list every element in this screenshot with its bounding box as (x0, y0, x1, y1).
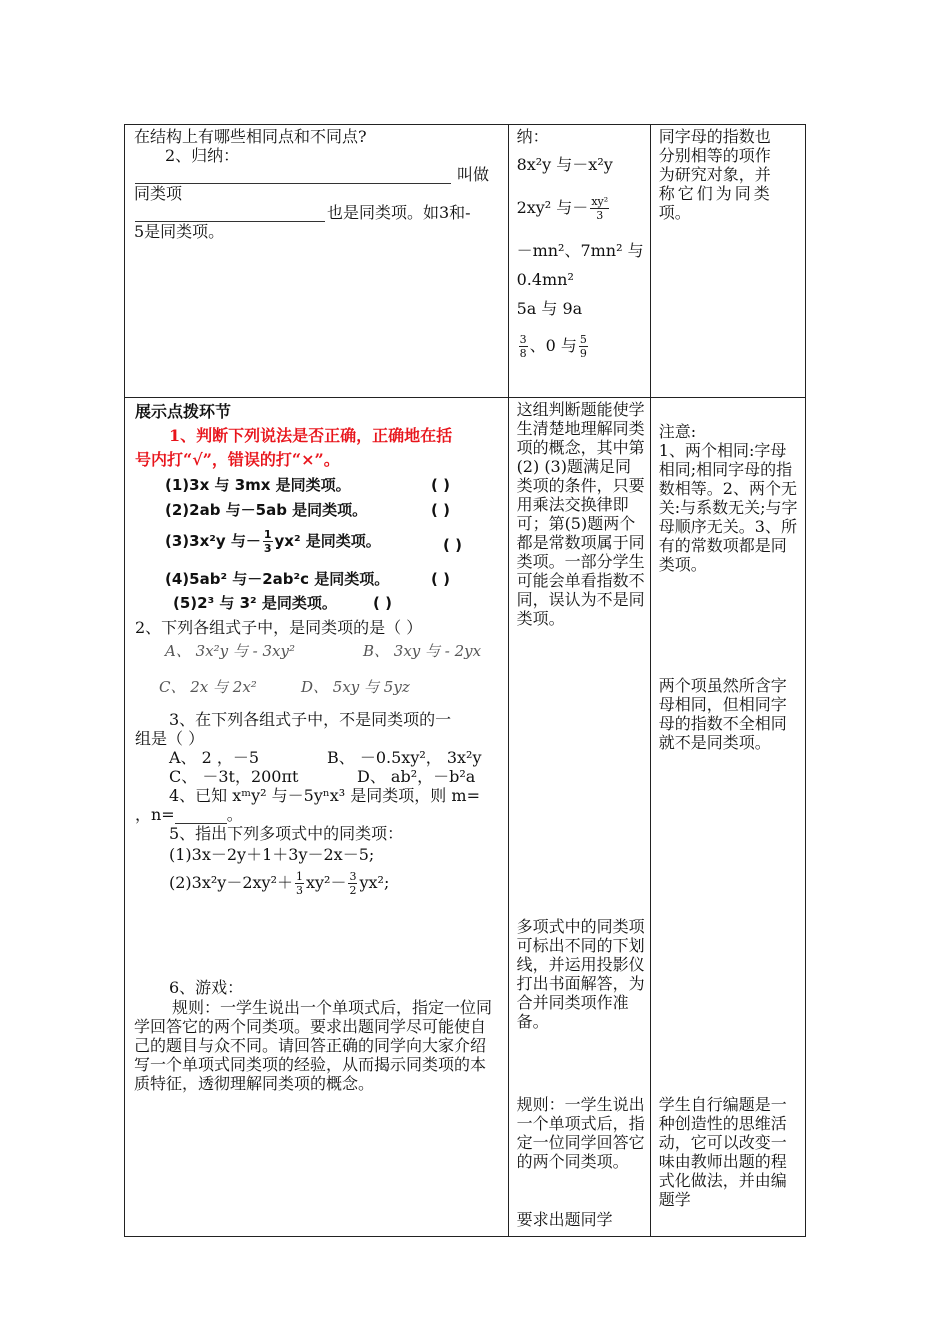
text-line: 同类项 (134, 184, 183, 203)
row1-middle-cell (508, 125, 650, 398)
question-4-line (135, 805, 243, 824)
note-paragraph: 规则：一学生说出一个单项式后，指定一位同学回答它的两个同类项。 (516, 1095, 645, 1171)
denominator: 2 (349, 884, 357, 897)
text-line: 纳： (516, 127, 549, 146)
question-5: 5、指出下列多项式中的同类项： (169, 824, 404, 843)
row1-left-cell (125, 125, 509, 398)
option: C、 2x 与 2x² (159, 678, 257, 696)
option: C、 －3t，200πt (169, 767, 299, 786)
blank-line (135, 203, 325, 222)
text-line: 5是同类项。 (134, 222, 225, 241)
table-row (125, 398, 806, 1237)
option: B、 －0.5xy²， 3x²y (327, 748, 482, 767)
question-1-line: 号内打“√”，错误的打“×”。 (135, 450, 340, 469)
option: A、 2 ，－5 (169, 748, 260, 767)
numerator: 1 (295, 870, 303, 883)
example-line: 5a 与 9a (516, 299, 583, 318)
question-4-line: 4、已知 xᵐy² 与－5yⁿx³ 是同类项，则 m= (169, 786, 480, 805)
text-line: 同字母的指数也 (658, 127, 771, 146)
polynomial-text: (2)3x²y－2xy²＋ (169, 873, 293, 892)
text-line: 也是同类项。如3和- (327, 203, 471, 222)
note-title: 注意: (658, 422, 697, 441)
text-line: 分别相等的项作 (658, 146, 771, 165)
option: D、 5xy 与 5yz (301, 678, 410, 696)
rules-paragraph: 规则：一学生说出一个单项式后，指定一位同学回答它的两个同类项。要求出题同学尽可能使自己的题目与众不同。请回答正确的同学向大家介绍写一个单项式同类项的经验，从而揭示同类项的本质特征，透彻理解同类项的概念。 (134, 998, 493, 1093)
denominator: 9 (579, 347, 587, 360)
statement (165, 528, 381, 555)
question-2: 2、下列各组式子中，是同类项的是（ ） (135, 618, 423, 637)
statement-text: (3)3x²y 与－ (165, 532, 261, 550)
row2-left-cell (125, 398, 509, 1237)
fraction (590, 195, 609, 222)
example-text: 2xy² 与－ (516, 198, 589, 217)
row2-right-cell (650, 398, 805, 1237)
text-line: 项。 (658, 203, 691, 222)
denominator: 3 (263, 542, 272, 555)
answer-blank (175, 809, 227, 824)
polynomial (169, 870, 389, 897)
lesson-plan-table (124, 124, 806, 1237)
table-row (125, 125, 806, 398)
row2-middle-cell (508, 398, 650, 1237)
answer-paren: ( ) (431, 501, 450, 519)
fraction (579, 333, 588, 360)
text-line: 在结构上有哪些相同点和不同点? (134, 127, 367, 146)
numerator: 3 (349, 870, 357, 883)
statement-text: yx² 是同类项。 (274, 532, 381, 550)
option: D、 ab²，－b²a (357, 767, 476, 786)
answer-paren: ( ) (373, 594, 392, 612)
example-line (517, 333, 590, 360)
note-paragraph: 多项式中的同类项可标出不同的下划线，并运用投影仪打出书面解答，为合并同类项作准备。 (516, 917, 645, 1031)
example-line: －mn²、7mn² 与 (516, 241, 644, 260)
text-line: 2、归纳： (165, 146, 240, 165)
denominator: 3 (295, 884, 303, 897)
answer-paren: ( ) (431, 570, 450, 588)
fraction (263, 528, 273, 555)
question-text: ，n= (135, 805, 175, 824)
fraction (348, 870, 357, 897)
text-line: 为研究对象，并 (658, 165, 771, 184)
statement: (1)3x 与 3mx 是同类项。 (165, 476, 351, 494)
example-line: 0.4mn² (516, 270, 574, 289)
polynomial: (1)3x－2y＋1＋3y－2x－5; (169, 845, 375, 864)
section-heading: 展示点拨环节 (135, 402, 232, 421)
numerator: 5 (579, 333, 587, 346)
example-text: 、0 与 (529, 336, 577, 355)
text-line: 称它们为同类 (658, 184, 773, 203)
note-paragraph: 学生自行编题是一种创造性的思维活动，它可以改变一味由教师出题的程式化做法，并由编题学 (658, 1095, 787, 1209)
option: B、 3xy 与 - 2yx (363, 642, 482, 660)
example-line (517, 195, 612, 222)
note-paragraph: 这组判断题能使学生清楚地理解同类项的概念，其中第(2) (3)题满足同类项的条件，只要用乘法交换律即可；第(5)题两个都是常数项属于同类项。一部分学生可能会单看指数不同，误认为不是同类项。 (516, 400, 645, 628)
row1-right-cell (650, 125, 805, 398)
question-text: 。 (226, 805, 243, 824)
example-line: 8x²y 与－x²y (516, 155, 613, 174)
fraction (519, 333, 528, 360)
polynomial-text: xy²－ (305, 873, 347, 892)
statement: (4)5ab² 与－2ab²c 是同类项。 (165, 570, 390, 588)
denominator: 8 (519, 347, 527, 360)
note-paragraph: 两个项虽然所含字母相同，但相同字母的指数不全相同就不是同类项。 (658, 676, 787, 752)
numerator: 1 (263, 528, 272, 541)
statement: (2)2ab 与－5ab 是同类项。 (165, 501, 368, 519)
text-line: 要求出题同学 (516, 1210, 613, 1229)
answer-paren: ( ) (443, 536, 462, 554)
statement: (5)2³ 与 3² 是同类项。 (173, 594, 337, 612)
note-paragraph: 1、两个相同:字母相同;相同字母的指数相等。2、两个无关:与系数无关;与字母顺序无关。3、所有的常数项都是同类项。 (658, 441, 798, 574)
numerator: xy² (591, 195, 609, 208)
question-1-line: 1、判断下列说法是否正确，正确地在括 (169, 426, 453, 445)
polynomial-text: yx²; (359, 873, 390, 892)
option: A、 3x²y 与 - 3xy² (165, 642, 295, 660)
question-3-line: 3、在下列各组式子中，不是同类项的一 (169, 710, 452, 729)
text-line: 叫做 (457, 165, 490, 184)
question-3-line: 组是（ ） (135, 729, 205, 748)
denominator: 3 (596, 209, 604, 222)
answer-paren: ( ) (431, 476, 450, 494)
blank-line (135, 165, 455, 184)
question-6: 6、游戏： (169, 978, 244, 997)
numerator: 3 (519, 333, 527, 346)
fraction (295, 870, 304, 897)
